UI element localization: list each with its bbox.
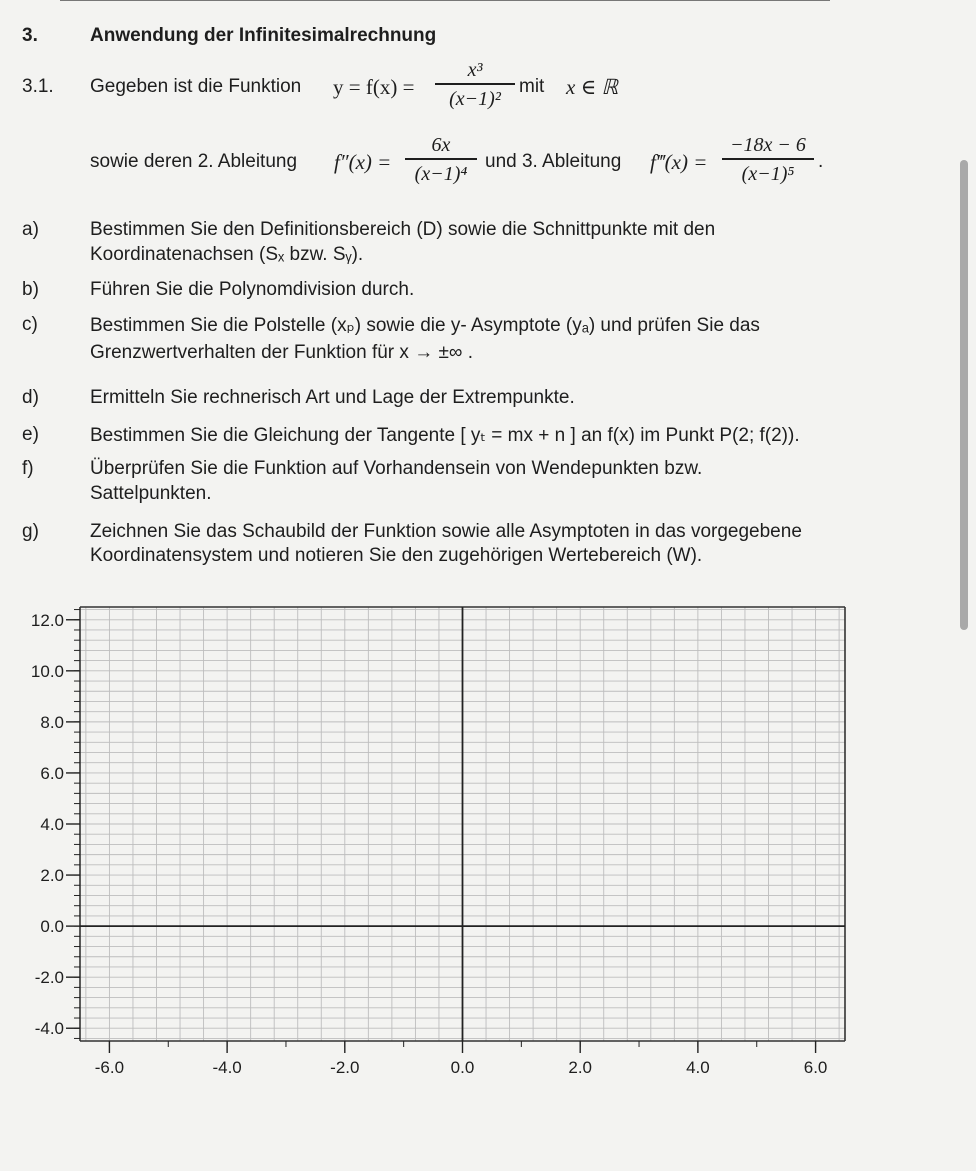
y-tick-label: 8.0 [40,712,64,732]
domain-expression: x ∈ ℝ [566,75,618,99]
x-tick-label: 2.0 [568,1058,593,1077]
x-tick-label: 4.0 [686,1058,710,1077]
subtask-letter: e) [22,424,39,445]
subtask-text: Zeichnen Sie das Schaubild der Funktion sowie alle Asymptoten in das vorgegebene [90,521,802,542]
subtask-letter: b) [22,279,39,300]
x-tick-label: -2.0 [330,1058,360,1077]
subtask-text: Ermitteln Sie rechnerisch Art und Lage der Extrempunkte. [90,387,575,408]
function-fraction [435,58,515,112]
x-tick-label: 6.0 [803,1058,828,1077]
task-intro: Gegeben ist die Funktion [90,76,302,97]
scrollbar-thumb[interactable] [960,160,968,630]
task-number: 3.1. [22,76,54,97]
third-derivative-denominator: (x−1)⁵ [741,162,795,185]
subtask-text: Bestimmen Sie die Gleichung der Tangente [ yₜ = mx + n ] an f(x) im Punkt P(2; f(2)). [90,425,800,446]
y-tick-label: 6.0 [40,763,64,783]
subtask-text: Koordinatensystem und notieren Sie den zugehörigen Wertebereich (W). [90,545,703,566]
x-tick-label: -4.0 [212,1058,242,1077]
subtask-text: Führen Sie die Polynomdivision durch. [90,279,415,300]
subtask-text: Bestimmen Sie den Definitionsbereich (D) sowie die Schnittpunkte mit den [90,219,716,240]
subtask-text: Bestimmen Sie die Polstelle (xₚ) sowie die y- Asymptote (yₐ) und prüfen Sie das [90,315,760,336]
subtask-text: Sattelpunkten. [90,483,212,504]
y-tick-label: -2.0 [34,968,64,988]
coordinate-grid [0,590,976,1100]
subtask-text: Koordinatenachsen (Sₓ bzw. Sᵧ). [90,244,364,265]
third-derivative-intro: und 3. Ableitung [485,151,622,172]
function-numerator: x³ [467,59,483,81]
y-tick-label: 4.0 [40,815,64,834]
subtask-text: Überprüfen Sie die Funktion auf Vorhandensein von Wendepunkten bzw. [90,458,703,479]
function-lhs: y = f(x) = [333,75,415,99]
fraction-bar [435,83,515,85]
second-derivative-denominator: (x−1)⁴ [414,162,468,185]
subtask-letter: d) [22,387,39,408]
second-derivative-lhs: f″(x) = [334,150,392,174]
third-derivative-lhs: f‴(x) = [650,150,708,174]
subtask-text: Grenzwertverhalten der Funktion für x → ±∞ . [90,342,474,363]
subtask-letter: a) [22,219,39,240]
subtask-letter: c) [22,314,38,335]
third-derivative-fraction [722,133,814,187]
section-number: 3. [22,25,38,46]
y-tick-label: 2.0 [40,866,64,886]
section-title: Anwendung der Infinitesimalrechnung [90,25,437,46]
y-tick-label: 10.0 [30,661,64,681]
subtask-letter: f) [22,458,34,479]
y-tick-label: 0.0 [40,917,64,937]
mit-label: mit [519,76,545,97]
x-tick-label: -6.0 [94,1058,125,1077]
fraction-bar [405,158,477,160]
x-tick-label: 0.0 [450,1058,475,1077]
second-derivative-intro: sowie deren 2. Ableitung [90,151,298,172]
period: . [818,151,824,172]
second-derivative-numerator: 6x [431,134,451,156]
subtask-letter: g) [22,521,39,542]
y-tick-label: -4.0 [34,1019,64,1039]
function-denominator: (x−1)² [449,87,501,110]
y-tick-label: 12.0 [30,610,64,630]
second-derivative-fraction [405,133,477,187]
fraction-bar [722,158,814,160]
third-derivative-numerator: −18x − 6 [730,134,806,156]
top-rule [60,0,830,1]
